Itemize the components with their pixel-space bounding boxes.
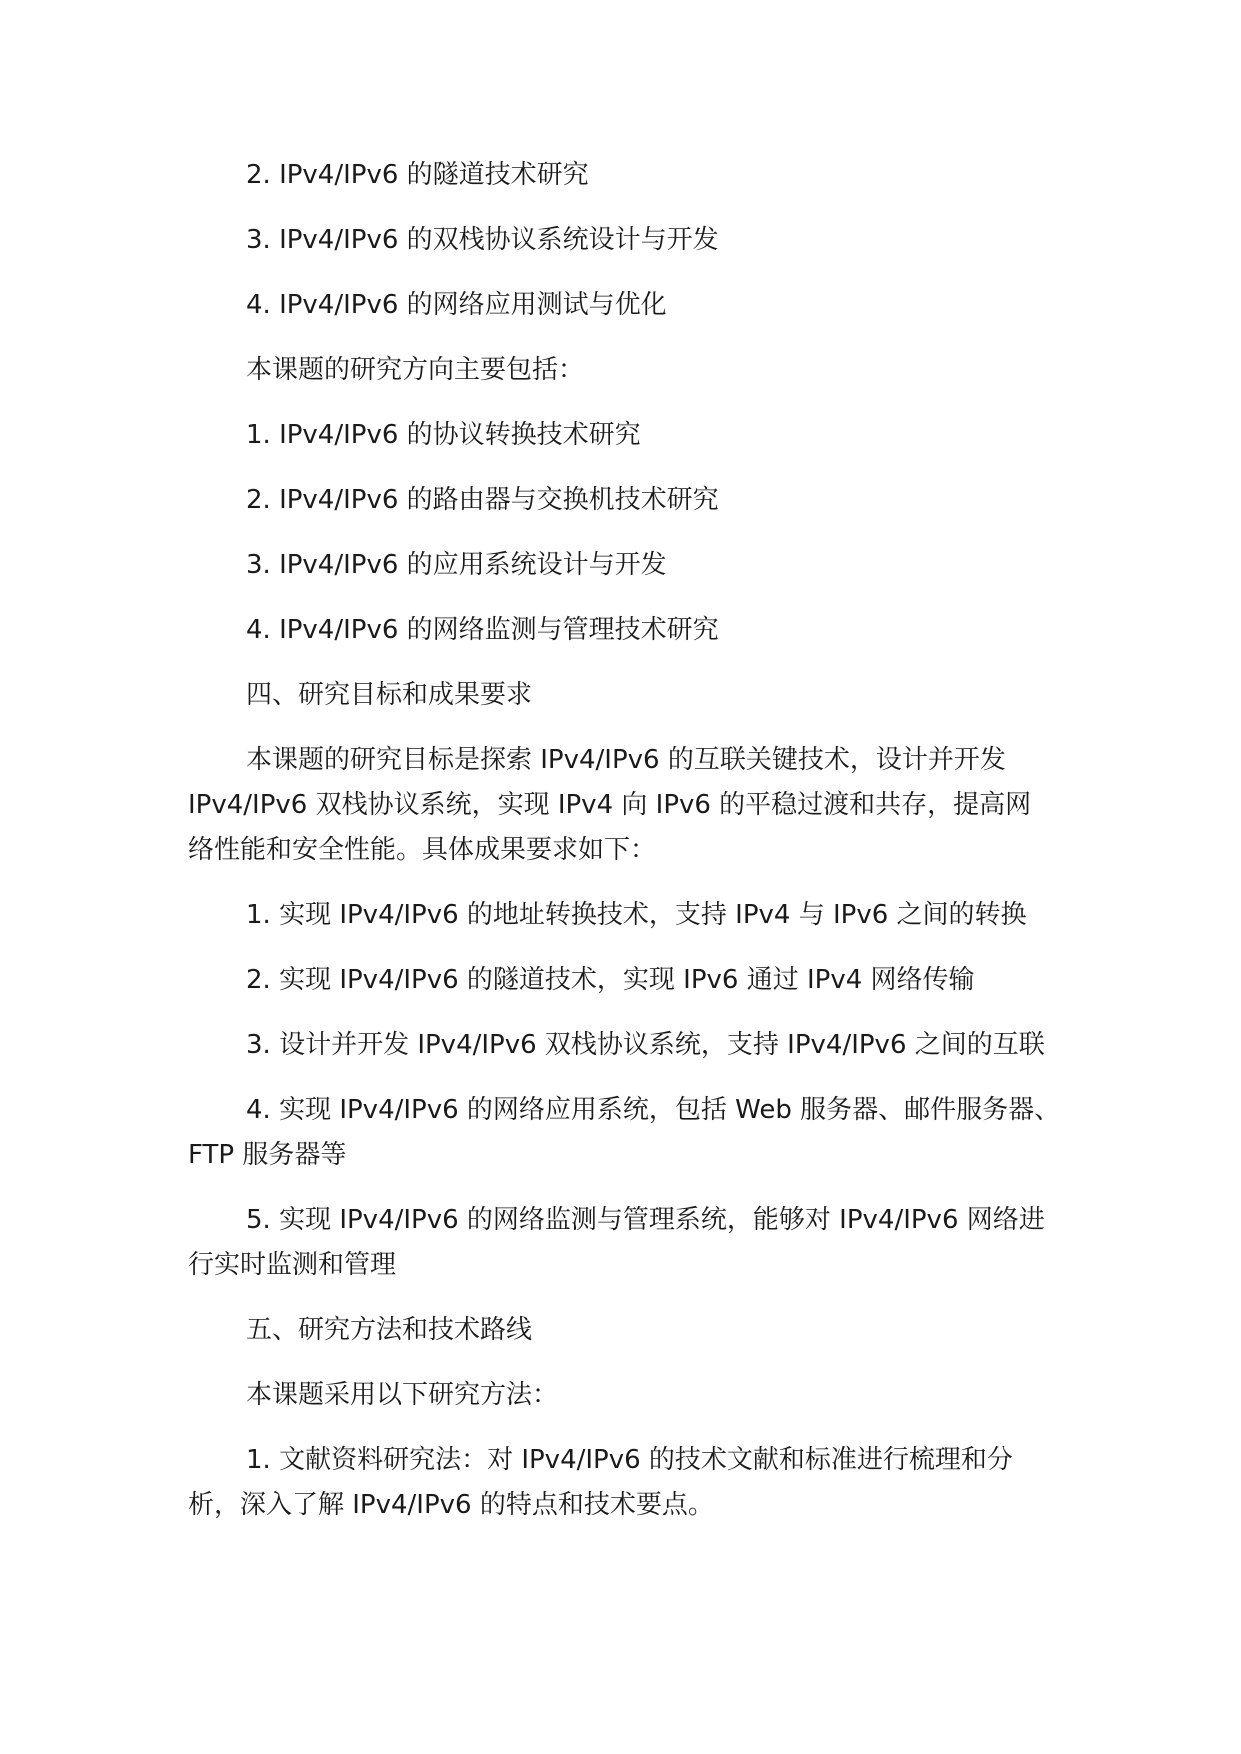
paragraph-line: FTP 服务器等 — [188, 1140, 347, 1170]
paragraph — [188, 413, 1126, 458]
paragraph-text: 2. IPv4/IPv6 的隧道技术研究 — [246, 160, 589, 190]
paragraph-text: 4. IPv4/IPv6 的网络应用测试与优化 — [246, 290, 667, 320]
paragraph-text: 3. IPv4/IPv6 的双栈协议系统设计与开发 — [246, 225, 719, 255]
paragraph-text: 本课题的研究方向主要包括： — [246, 355, 585, 385]
paragraph-text: 1. IPv4/IPv6 的协议转换技术研究 — [246, 420, 641, 450]
paragraph — [188, 348, 1126, 393]
section-heading — [188, 673, 1126, 718]
paragraph-text: 4. IPv4/IPv6 的网络监测与管理技术研究 — [246, 615, 719, 645]
paragraph — [188, 1373, 1126, 1418]
paragraph-text: 3. IPv4/IPv6 的应用系统设计与开发 — [246, 550, 667, 580]
paragraph-text: 3. 设计并开发 IPv4/IPv6 双栈协议系统，支持 IPv4/IPv6 之间的互联 — [246, 1030, 1045, 1060]
paragraph — [188, 218, 1126, 263]
paragraph — [188, 738, 1068, 873]
paragraph-text: 1. 实现 IPv4/IPv6 的地址转换技术，支持 IPv4 与 IPv6 之间的转换 — [246, 900, 1027, 930]
paragraph — [188, 1198, 1068, 1288]
section-heading-text: 五、研究方法和技术路线 — [246, 1315, 533, 1345]
paragraph-line: 析，深入了解 IPv4/IPv6 的特点和技术要点。 — [188, 1490, 714, 1520]
paragraph — [188, 283, 1126, 328]
paragraph-line: 络性能和安全性能。具体成果要求如下： — [188, 835, 657, 865]
paragraph — [188, 1438, 1068, 1528]
paragraph — [188, 958, 1126, 1003]
paragraph — [188, 1023, 1126, 1068]
paragraph-text: 本课题采用以下研究方法： — [246, 1380, 559, 1410]
paragraph-text: 2. IPv4/IPv6 的路由器与交换机技术研究 — [246, 485, 719, 515]
paragraph — [188, 543, 1126, 588]
paragraph — [188, 608, 1126, 653]
paragraph — [188, 153, 1126, 198]
paragraph — [188, 1088, 1068, 1178]
paragraph-text: 2. 实现 IPv4/IPv6 的隧道技术，实现 IPv6 通过 IPv4 网络传输 — [246, 965, 975, 995]
paragraph-line: 4. 实现 IPv4/IPv6 的网络应用系统，包括 Web 服务器、邮件服务器、 — [246, 1095, 1061, 1125]
section-heading — [188, 1308, 1126, 1353]
paragraph-line: 行实时监测和管理 — [188, 1250, 397, 1280]
paragraph-line: IPv4/IPv6 双栈协议系统，实现 IPv4 向 IPv6 的平稳过渡和共存，提高网 — [188, 790, 1032, 820]
paragraph-line: 1. 文献资料研究法：对 IPv4/IPv6 的技术文献和标准进行梳理和分 — [246, 1445, 1013, 1475]
paragraph-line: 5. 实现 IPv4/IPv6 的网络监测与管理系统，能够对 IPv4/IPv6 网络进 — [246, 1205, 1045, 1235]
section-heading-text: 四、研究目标和成果要求 — [246, 680, 533, 710]
paragraph — [188, 893, 1126, 938]
paragraph-line: 本课题的研究目标是探索 IPv4/IPv6 的互联关键技术，设计并开发 — [246, 745, 1006, 775]
paragraph — [188, 478, 1126, 523]
